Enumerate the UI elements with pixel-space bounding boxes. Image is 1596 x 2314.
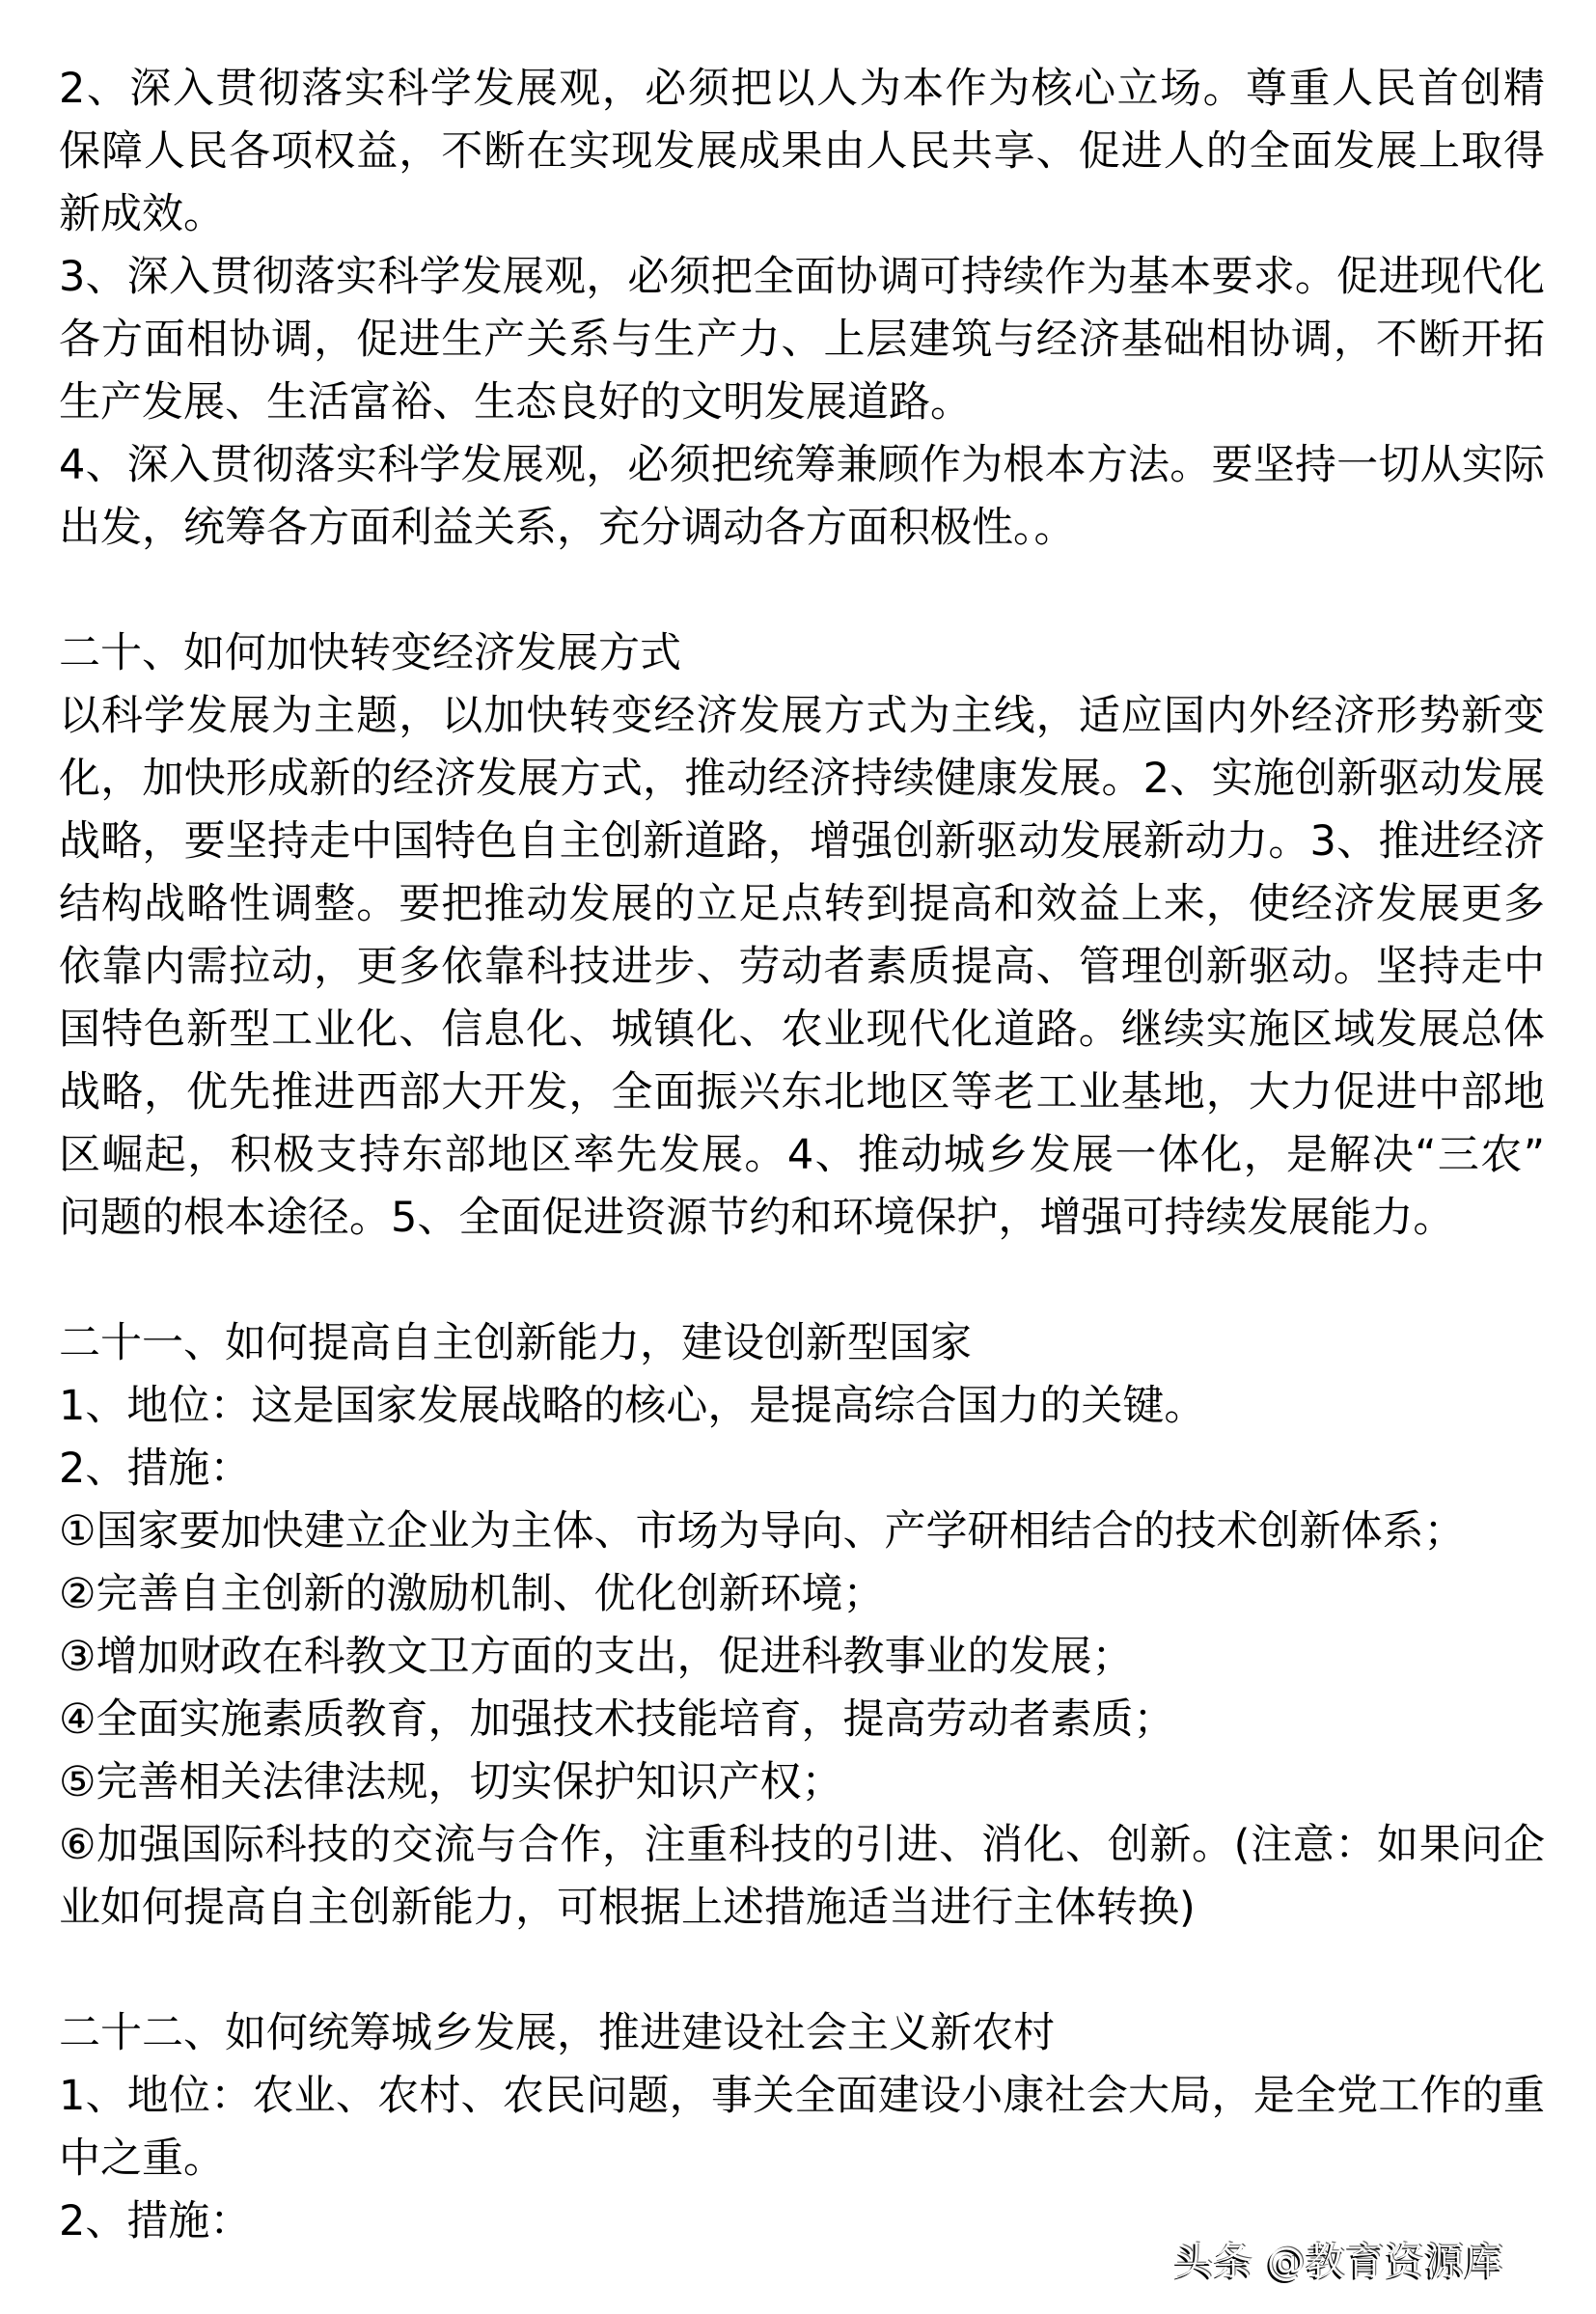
text-line: 结构战略性调整。要把推动发展的立足点转到提高和效益上来，使经济发展更多	[59, 880, 1545, 928]
text-line: 二十、如何加快转变经济发展方式	[59, 629, 681, 677]
text-line: 问题的根本途径。5、全面促进资源节约和环境保护，增强可持续发展能力。	[59, 1194, 1455, 1242]
text-line: 二十二、如何统筹城乡发展，推进建设社会主义新农村	[59, 2009, 1055, 2057]
text-line: ⑥加强国际科技的交流与合作，注重科技的引进、消化、创新。(注意：如果问企	[59, 1821, 1545, 1869]
text-line: 1、地位：农业、农村、农民问题，事关全面建设小康社会大局，是全党工作的重	[59, 2072, 1545, 2120]
text-line: 4、深入贯彻落实科学发展观，必须把统筹兼顾作为根本方法。要坚持一切从实际	[59, 441, 1545, 489]
text-line: 国特色新型工业化、信息化、城镇化、农业现代化道路。继续实施区域发展总体	[59, 1005, 1545, 1054]
text-line: 3、深入贯彻落实科学发展观，必须把全面协调可持续作为基本要求。促进现代化	[59, 253, 1545, 301]
text-line: 化，加快形成新的经济发展方式，推动经济持续健康发展。2、实施创新驱动发展	[59, 755, 1545, 803]
text-line: 保障人民各项权益，不断在实现发展成果由人民共享、促进人的全面发展上取得	[59, 127, 1545, 176]
watermark: 头条 @教育资源库	[1174, 2240, 1504, 2284]
text-line: ①国家要加快建立企业为主体、市场为导向、产学研相结合的技术创新体系；	[59, 1507, 1466, 1556]
text-line: 2、措施：	[59, 1445, 252, 1493]
text-line: 1、地位：这是国家发展战略的核心，是提高综合国力的关键。	[59, 1382, 1206, 1430]
text-line: 生产发展、生活富裕、生态良好的文明发展道路。	[59, 378, 972, 427]
text-line: 新成效。	[59, 190, 225, 238]
text-line: ②完善自主创新的激励机制、优化创新环境；	[59, 1570, 885, 1618]
text-line: 区崛起，积极支持东部地区率先发展。4、推动城乡发展一体化，是解决“三农”	[59, 1131, 1545, 1179]
blank-line	[59, 1940, 1545, 2002]
blank-line	[59, 1250, 1545, 1312]
text-line: 依靠内需拉动，更多依靠科技进步、劳动者素质提高、管理创新驱动。坚持走中	[59, 943, 1545, 991]
text-line: 出发，统筹各方面利益关系，充分调动各方面积极性。。	[59, 504, 1076, 552]
text-line: ④全面实施素质教育，加强技术技能培育，提高劳动者素质；	[59, 1695, 1175, 1744]
text-line: 各方面相协调，促进生产关系与生产力、上层建筑与经济基础相协调，不断开拓	[59, 316, 1545, 364]
text-line: 战略，要坚持走中国特色自主创新道路，增强创新驱动发展新动力。3、推进经济	[59, 817, 1545, 866]
text-line: 战略，优先推进西部大开发，全面振兴东北地区等老工业基地，大力促进中部地	[59, 1068, 1545, 1116]
text-line: 2、深入贯彻落实科学发展观，必须把以人为本作为核心立场。尊重人民首创精	[59, 65, 1545, 113]
text-line: ③增加财政在科教文卫方面的支出，促进科教事业的发展；	[59, 1633, 1134, 1681]
document-body	[59, 58, 1545, 2253]
text-line: 以科学发展为主题，以加快转变经济发展方式为主线，适应国内外经济形势新变	[59, 692, 1545, 740]
blank-line	[59, 560, 1545, 622]
text-line: 中之重。	[59, 2135, 225, 2183]
text-line: 2、措施：	[59, 2197, 252, 2245]
text-line: ⑤完善相关法律法规，切实保护知识产权；	[59, 1758, 843, 1806]
text-line: 业如何提高自主创新能力，可根据上述措施适当进行主体转换)	[59, 1884, 1196, 1932]
text-line: 二十一、如何提高自主创新能力，建设创新型国家	[59, 1319, 972, 1367]
